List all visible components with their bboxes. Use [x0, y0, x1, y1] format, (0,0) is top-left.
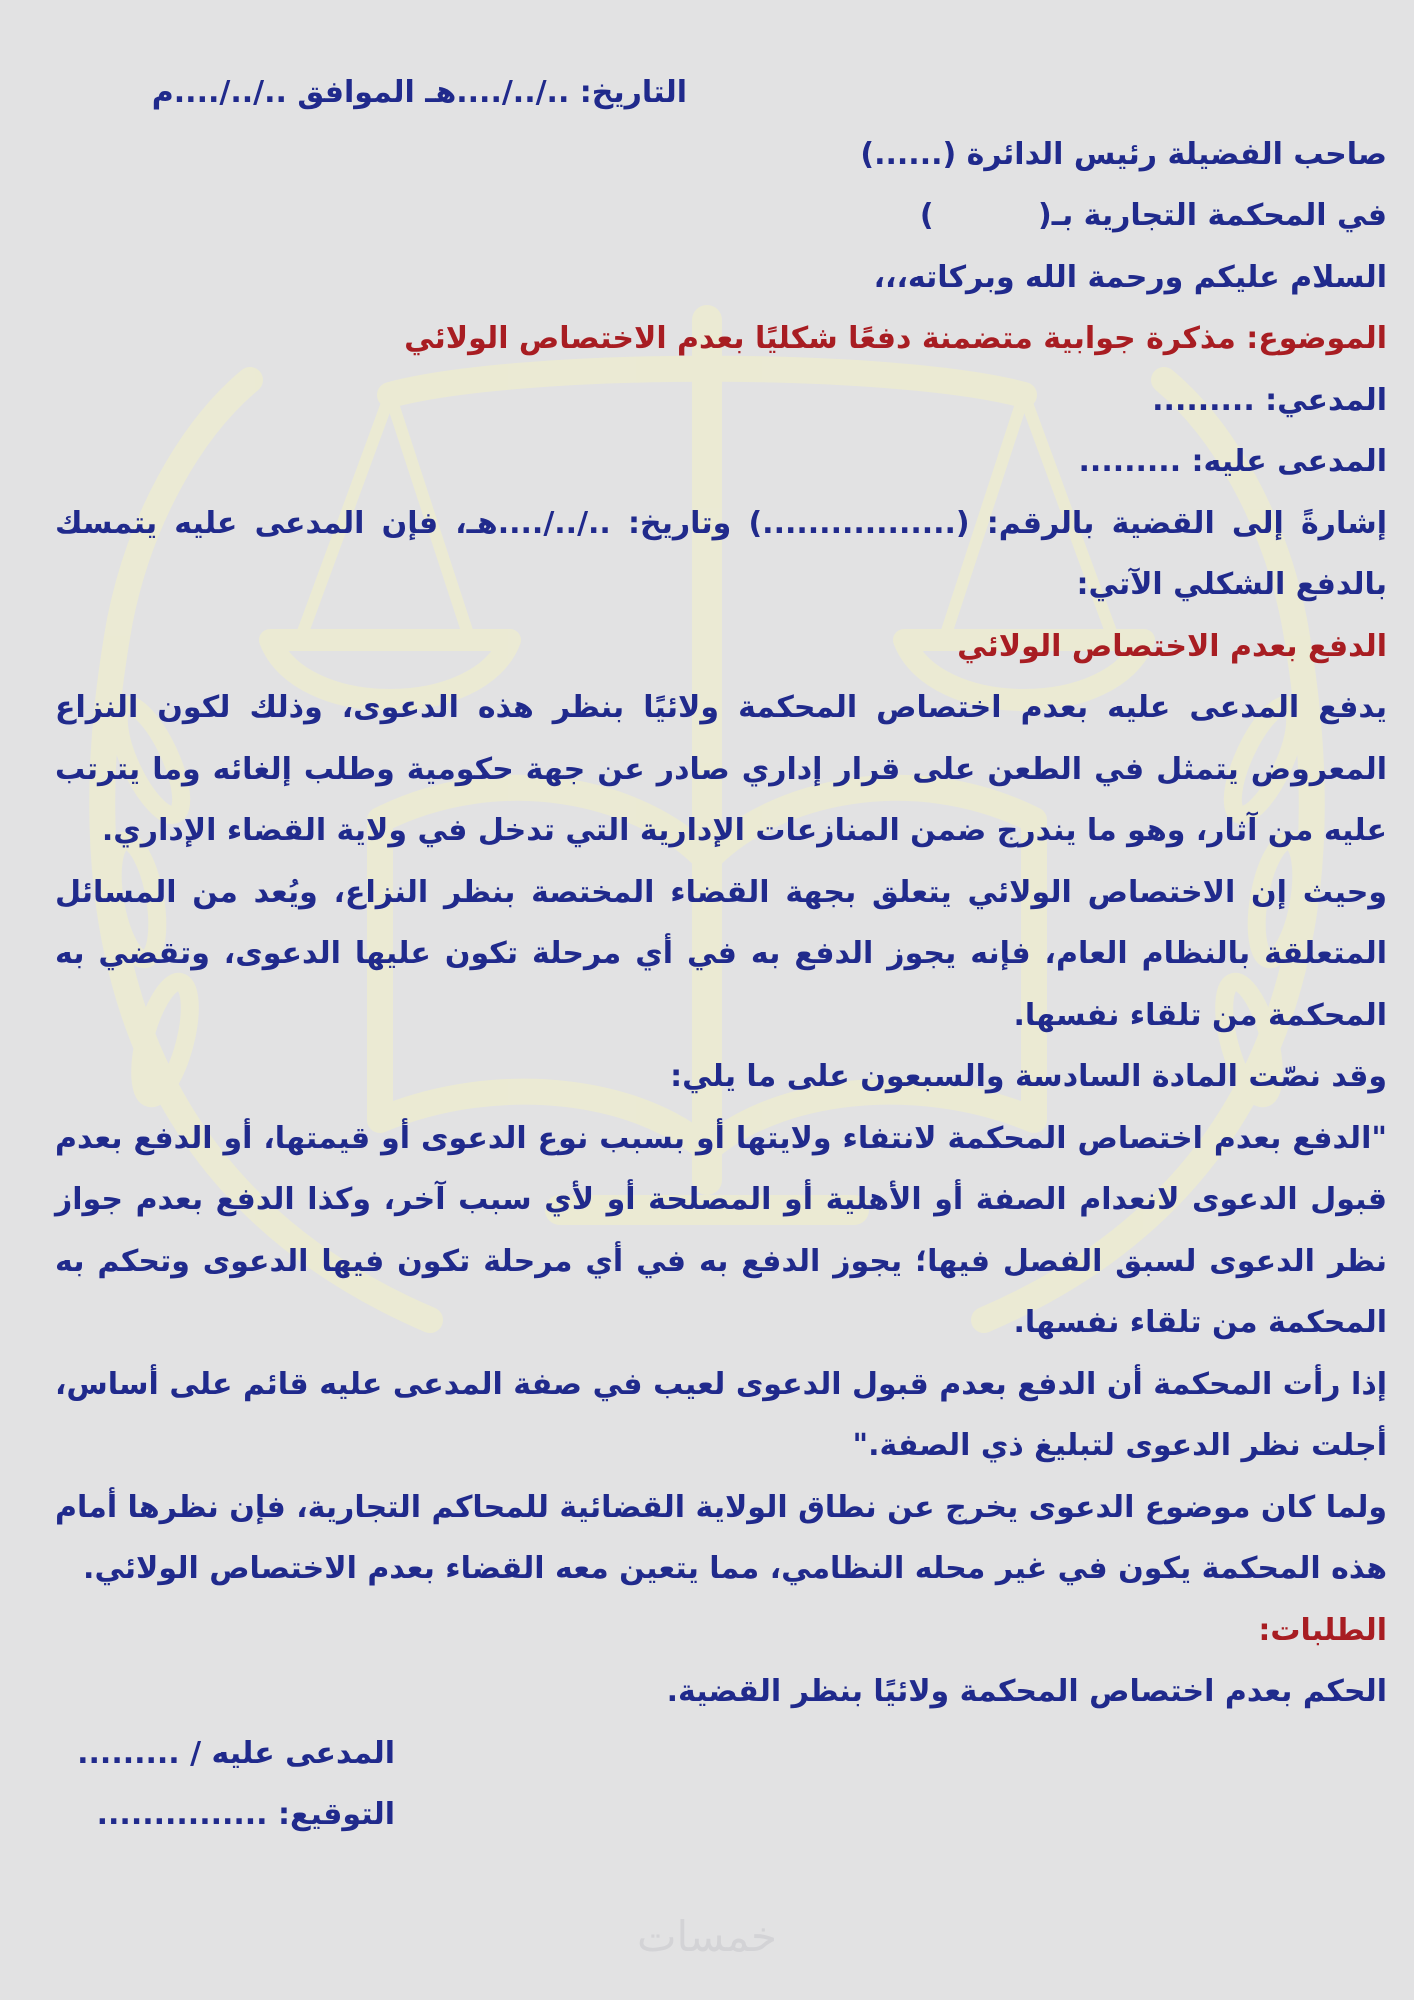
quoted-article-part-2: إذا رأت المحكمة أن الدفع بعدم قبول الدعوى لعيب في صفة المدعى عليه قائم على أساس، أجلت نظر الدعوى لتبليغ ذي الصفة." [55, 1366, 1387, 1463]
footer-signature: التوقيع: ............... [96, 1797, 395, 1832]
brand-watermark: خمسات [636, 1912, 778, 1961]
recipient-line-1: صاحب الفضيلة رئيس الدائرة (......) [860, 136, 1387, 172]
defense-heading: الدفع بعدم الاختصاص الولائي [957, 628, 1387, 664]
greeting: السلام عليكم ورحمة الله وبركاته،،، [873, 259, 1387, 295]
quoted-article-part-1: "الدفع بعدم اختصاص المحكمة لانتفاء ولايتها أو بسبب نوع الدعوى أو قيمتها، أو الدفع بعدم قبول الدعوى لانعدام الصفة أو الأهلية أو المصلحة أو لأي سبب آخر، وكذا الدفع بعدم جواز نظر الدعوى لسبق الفصل فيها؛ يجوز الدفع به في أي مرحلة تكون فيها الدعوى وتحكم به المحكمة من تلقاء نفسها. [55, 1120, 1387, 1340]
signature-block [55, 1723, 395, 1846]
subject-line: الموضوع: مذكرة جوابية متضمنة دفعًا شكليًا بعدم الاختصاص الولائي [404, 321, 1387, 356]
paragraph-public-order: وحيث إن الاختصاص الولائي يتعلق بجهة القضاء المختصة بنظر النزاع، ويُعد من المسائل المتعلقة بالنظام العام، فإنه يجوز الدفع به في أي مرحلة تكون عليها الدعوى، وتقضي به المحكمة من تلقاء نفسها. [55, 874, 1387, 1033]
date-line: التاريخ: ../../....هـ الموافق ../../....م [151, 75, 687, 110]
memo-document [55, 62, 1387, 1846]
paragraph-jurisdiction: يدفع المدعى عليه بعدم اختصاص المحكمة ولائيًا بنظر هذه الدعوى، وذلك لكون النزاع المعروض يتمثل في الطعن على قرار إداري صادر عن جهة حكومية وطلب إلغائه وما يترتب عليه من آثار، وهو ما يندرج ضمن المنازعات الإدارية التي تدخل في ولاية القضاء الإداري. [55, 690, 1387, 848]
requests-heading: الطلبات: [1258, 1612, 1387, 1648]
plaintiff-line: المدعي: ......... [1152, 382, 1387, 418]
request-line: الحكم بعدم اختصاص المحكمة ولائيًا بنظر القضية. [666, 1674, 1387, 1709]
paragraph-article-intro: وقد نصّت المادة السادسة والسبعون على ما يلي: [670, 1059, 1387, 1094]
paragraph-conclusion: ولما كان موضوع الدعوى يخرج عن نطاق الولاية القضائية للمحاكم التجارية، فإن نظرها أمام هذه المحكمة يكون في غير محله النظامي، مما يتعين معه القضاء بعدم الاختصاص الولائي. [55, 1489, 1387, 1586]
footer-defendant: المدعى عليه / ......... [77, 1735, 395, 1771]
recipient-line-2: في المحكمة التجارية بـ( ) [919, 198, 1387, 233]
case-reference: إشارةً إلى القضية بالرقم: (.................) وتاريخ: ../../....هـ، فإن المدعى عليه يتمسك بالدفع الشكلي الآتي: [55, 505, 1387, 602]
defendant-line: المدعى عليه: ......... [1078, 444, 1387, 479]
